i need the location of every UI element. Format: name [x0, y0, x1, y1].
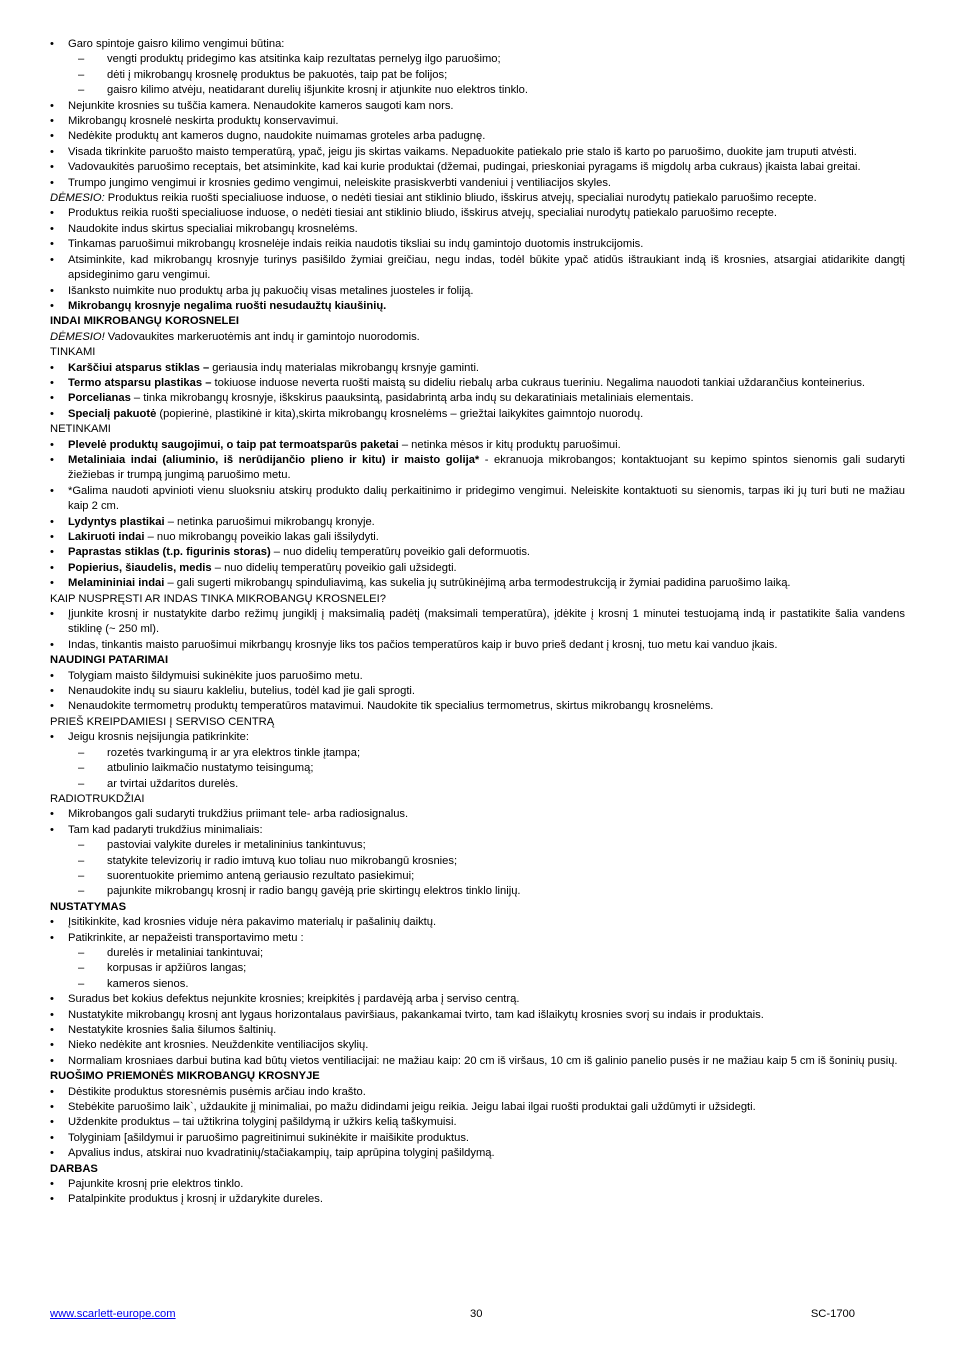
bullet-item: [50, 1146, 905, 1161]
bullet-item: [50, 1054, 905, 1069]
bullet-item: [50, 576, 905, 591]
text-run: Melamininiai indai: [68, 577, 165, 590]
bullet-item: [50, 607, 905, 638]
text-run: rozetės tvarkingumą ir ar yra elektros tinkle įtampa;: [107, 746, 361, 759]
bullet-item: [50, 484, 905, 515]
bullet-item: [50, 37, 905, 52]
text-run: Išanksto nuimkite nuo produktų arba jų pakuočių visas metalines juosteles ir foliją.: [68, 284, 474, 297]
text-run: Įsitikinkite, kad krosnies viduje nėra pakavimo materialų ir pašalinių daiktų.: [68, 916, 437, 929]
bullet-item: [50, 129, 905, 144]
text-run: Pajunkite krosnį prie elektros tinklo.: [68, 1178, 244, 1191]
bullet-item: [50, 438, 905, 453]
text-run: DĖMESIO!: [50, 330, 105, 343]
bullet-item: [50, 1008, 905, 1023]
bullet-item: [50, 453, 905, 484]
paragraph: [50, 345, 905, 360]
bullet-item: [50, 684, 905, 699]
text-run: Nenaudokite indų su siauru kakleliu, butelius, todėl kad jie gali sprogti.: [68, 685, 416, 698]
bullet-item: [50, 530, 905, 545]
text-run: - ekranuoja mikrobangos; kontaktuojant su kepimo spintos sienomis gali sudaryti žiežiebas ir trumpą jungimą paruošimo metu.: [68, 453, 905, 482]
text-run: Lakiruoti indai: [68, 531, 145, 543]
dash-subitem: [50, 52, 905, 67]
bullet-item: [50, 699, 905, 714]
bullet-item: [50, 206, 905, 221]
text-run: tokiuose induose neverta ruošti maistą su dideliu riebalų arba cukraus tueriniu. Negalima nauodoti tankiai uždarančius konteinerius.: [211, 376, 866, 389]
text-run: INDAI MIKROBANGŲ KOROSNELEI: [50, 315, 239, 328]
bullet-item: [50, 1038, 905, 1053]
text-run: Tolyginiam [ašildymui ir paruošimo pagreitinimui sukinėkite ir maišikite produktus.: [68, 1131, 470, 1144]
website-link[interactable]: www.scarlett-europe.com: [50, 1308, 176, 1320]
text-run: – nuo didelių temperatūrų poveikio gali deformuotis.: [270, 546, 531, 559]
bullet-item: [50, 253, 905, 284]
paragraph: [50, 330, 905, 345]
text-run: Vadovaukites markeruotėmis ant indų ir gamintojo nuorodomis.: [104, 330, 420, 343]
dash-subitem: [50, 884, 905, 899]
dash-subitem: [50, 869, 905, 884]
text-run: Tolygiam maisto šildymuisi sukinėkite juos paruošimo metu.: [68, 669, 363, 682]
text-run: Porcelianas: [68, 392, 131, 405]
text-run: – nuo mikrobangų poveikio lakas gali išsilydyti.: [144, 531, 379, 543]
bullet-item: [50, 669, 905, 684]
paragraph: [50, 792, 905, 807]
text-run: DĖMESIO:: [50, 192, 105, 205]
text-run: Stebėkite paruošimo laik`, uždaukite jį minimaliai, po mažu didindami jeigu reikia. Jeigu labai ilgai ruošti produktai gali uždūmyti ir užsidegti.: [68, 1101, 756, 1114]
bullet-item: [50, 237, 905, 252]
text-run: Nejunkite krosnies su tuščia kamera. Nenaudokite kameros saugoti kam nors.: [68, 99, 454, 112]
text-run: Uždenkite produktus – tai užtikrina tolyginį pašildymą ir užkirs kelią taškymuisi.: [68, 1116, 457, 1129]
paragraph: [50, 592, 905, 607]
text-run: Tam kad padaryti trukdžius minimaliais:: [68, 823, 263, 836]
bullet-item: [50, 99, 905, 114]
text-run: Mikrobangų krosnelė neskirta produktų konservavimui.: [68, 115, 339, 128]
dash-subitem: [50, 961, 905, 976]
text-run: Nestatykite krosnies šalia šilumos šaltinių.: [68, 1024, 277, 1036]
bullet-item: [50, 160, 905, 175]
text-run: Garo spintoje gaisro kilimo vengimui būtina:: [68, 38, 285, 50]
text-run: korpusas ir apžiūros langas;: [107, 962, 247, 975]
bullet-item: [50, 145, 905, 160]
dash-subitem: [50, 746, 905, 761]
bullet-item: [50, 284, 905, 299]
bullet-item: [50, 176, 905, 191]
bullet-item: [50, 1177, 905, 1192]
bullet-item: [50, 1115, 905, 1130]
text-run: pajunkite mikrobangų krosnį ir radio bangų gavėją prie skirtingų elektros tinklo linijų.: [107, 885, 521, 898]
text-run: Atsiminkite, kad mikrobangų krosnyje turinys pasišildo žymiai greičiau, negu indas, todėl būkite ypač atidūs ištraukiant indą iš krosnies, atsargiai atidarikite dangtį apsideginimo garu vengimui.: [68, 253, 905, 282]
text-run: Trumpo jungimo vengimui ir krosnies gedimo vengimui, neleiskite prasiskverbti vandeniui į ventiliacijos skyles.: [68, 176, 612, 189]
text-run: Visada tikrinkite paruošto maisto temperatūrą, ypač, jeigu jis skirtas vaikams. Nepaduokite patiekalo prie stalo iš karto po paruošimo, duokite jam truputi atvėsti.: [68, 145, 857, 158]
text-run: Nustatykite mikrobangų krosnį ant lygaus horizontalaus paviršiaus, pakankamai tvirto, tam kad išlaikytų krosnies svorį su indais ir produktais.: [68, 1008, 764, 1021]
text-run: Karščiui atsparus stiklas –: [68, 361, 210, 374]
text-run: Apvalius indus, atskirai nuo kvadratinių/stačiakampių, taip aprūpina tolyginį pašildymą.: [68, 1147, 495, 1160]
bullet-item: [50, 545, 905, 560]
text-run: Vadovaukitės paruošimo receptais, bet atsiminkite, kad kai kurie produktai (džemai, pudingai, prieskoniai pyragams iš migdolų arba cukraus) įkaista labai greitai.: [68, 161, 861, 174]
paragraph: [50, 715, 905, 730]
text-run: pastoviai valykite dureles ir metalininius tankintuvus;: [107, 839, 366, 852]
bullet-item: [50, 915, 905, 930]
dash-subitem: [50, 68, 905, 83]
text-run: Popierius, šiaudelis, medis: [68, 561, 212, 574]
text-run: Jeigu krosnis neįsijungia patikrinkite:: [68, 731, 249, 744]
text-run: Nenaudokite termometrų produktų temperatūros matavimui. Naudokite tik specialius termometrus, skirtus mikrobangų krosnelėms.: [68, 700, 714, 713]
bullet-item: [50, 823, 905, 838]
text-run: NUSTATYMAS: [50, 900, 127, 913]
text-run: Plevelė produktų saugojimui, o taip pat termoatsparūs paketai: [68, 438, 399, 451]
dash-subitem: [50, 777, 905, 792]
text-run: DARBAS: [50, 1162, 98, 1175]
bullet-item: [50, 1023, 905, 1038]
text-run: Patalpinkite produktus į krosnį ir uždarykite dureles.: [68, 1193, 323, 1206]
bullet-item: [50, 222, 905, 237]
text-run: *Galima naudoti apvinioti vienu sluoksniu atskirų produkto dalių perkaitinimo ir pridegimo vengimui. Neleiskite kontaktuoti su sienomis, tarpas iki jų turi buti ne mažiau kaip 2 cm.: [68, 484, 905, 513]
bullet-item: [50, 1100, 905, 1115]
document-body: [50, 37, 905, 1208]
bullet-item: [50, 407, 905, 422]
text-run: Suradus bet kokius defektus nejunkite krosnies; kreipkitės į pardavėją arba į serviso centrą.: [68, 993, 520, 1006]
text-run: atbulinio laikmačio nustatymo teisingumą;: [107, 762, 314, 775]
bullet-item: [50, 361, 905, 376]
text-run: Nieko nedėkite ant krosnies. Neuždenkite ventiliacijos skylių.: [68, 1039, 369, 1052]
text-run: – gali sugerti mikrobangų spinduliavimą, kas sukelia jų sutrūkinėjimą arba termodestrukciją ir žymiai padidina paruošimo laiką.: [164, 577, 791, 590]
bullet-item: [50, 931, 905, 946]
bullet-item: [50, 730, 905, 745]
dash-subitem: [50, 977, 905, 992]
text-run: durelės ir metaliniai tankintuvai;: [107, 946, 264, 959]
paragraph: [50, 191, 905, 206]
text-run: Dėstikite produktus storesnėmis pusėmis arčiau indo krašto.: [68, 1085, 366, 1098]
text-run: RADIOTRUKDŽIAI: [50, 792, 145, 805]
bullet-item: [50, 992, 905, 1007]
text-run: RUOŠIMO PRIEMONĖS MIKROBANGŲ KROSNYJE: [50, 1070, 320, 1083]
text-run: KAIP NUSPRĘSTI AR INDAS TINKA MIKROBANGŲ KROSNELEI?: [50, 592, 386, 605]
text-run: Patikrinkite, ar nepažeisti transportavimo metu :: [68, 931, 304, 944]
text-run: TINKAMI: [50, 346, 96, 359]
bullet-item: [50, 299, 905, 314]
section-heading: [50, 1162, 905, 1177]
dash-subitem: [50, 838, 905, 853]
text-run: geriausia indų materialas mikrobangų krsnyje gaminti.: [209, 361, 480, 374]
paragraph: [50, 422, 905, 437]
text-run: statykite televizorių ir radio imtuvą kuo toliau nuo mikrobangū krosnies;: [107, 854, 458, 867]
page-number: 30: [470, 1308, 483, 1320]
section-heading: [50, 314, 905, 329]
text-run: PRIEŠ KREIPDAMIESI Į SERVISO CENTRĄ: [50, 715, 275, 728]
text-run: – nuo didelių temperatūrų poveikio gali užsidegti.: [211, 561, 457, 574]
section-heading: [50, 1069, 905, 1084]
section-heading: [50, 653, 905, 668]
text-run: dėti į mikrobangų krosnelę produktus be pakuotės, taip pat be folijos;: [107, 68, 448, 81]
text-run: Paprastas stiklas (t.p. figurinis storas): [68, 546, 271, 559]
text-run: kameros sienos.: [107, 977, 189, 990]
text-run: NETINKAMI: [50, 423, 111, 436]
text-run: Mikrobangos gali sudaryti trukdžius priimant tele- arba radiosignalus.: [68, 808, 409, 821]
text-run: Nedėkite produktų ant kameros dugno, naudokite nuimamas groteles arba padugnę.: [68, 130, 486, 143]
bullet-item: [50, 1085, 905, 1100]
bullet-item: [50, 1192, 905, 1207]
text-run: Mikrobangų krosnyje negalima ruošti nesudaužtų kiaušinių.: [68, 299, 387, 312]
text-run: – netinka mėsos ir kitų produktų paruošimui.: [398, 438, 621, 451]
bullet-item: [50, 807, 905, 822]
text-run: Įjunkite krosnį ir nustatykite darbo režimų jungiklį į maksimalią padėtį (maksimali temperatūra), įdėkite į krosnį 1 minutei testuojamą indą ir pastatikite šalia vandens stiklinę (~ 250 ml).: [68, 608, 905, 636]
text-run: ar tvirtai uždaritos durelės.: [107, 777, 239, 790]
text-run: Produktus reikia ruošti specialiuose induose, o nedėti tiesiai ant stiklinio bliudo, išskirus atvejų, specialiai nurodytų patiekalo paruošimo recepte.: [104, 192, 817, 205]
text-run: Termo atsparsu plastikas –: [68, 376, 212, 389]
text-run: vengti produktų pridegimo kas atsitinka kaip rezultatas pernelyg ilgo paruošimo;: [107, 53, 501, 66]
bullet-item: [50, 515, 905, 530]
text-run: Indas, tinkantis maisto paruošimui mikrbangų krosnyje liks tos pačios temperatūros kaip ir buvo prieš dedant į krosnį, tuo metu kai vanduo įkais.: [68, 638, 778, 651]
text-run: Tinkamas paruošimui mikrobangų krosnelėje indais reikia naudotis tiksliai su indų gamintojo duotomis instrukcijomis.: [68, 238, 644, 251]
text-run: Specialį pakuotė: [68, 407, 157, 420]
dash-subitem: [50, 854, 905, 869]
dash-subitem: [50, 761, 905, 776]
bullet-item: [50, 376, 905, 391]
text-run: – netinka paruošimui mikrobangų kronyje.: [164, 515, 375, 528]
section-heading: [50, 900, 905, 915]
bullet-item: [50, 1131, 905, 1146]
dash-subitem: [50, 946, 905, 961]
text-run: Normaliam krosniaes darbui butina kad būtų vietos ventiliacijai: ne mažiau kaip: 20 cm iš viršaus, 10 cm iš galinio panelio pusės ir ne mažiau kaip 5 cm iš šoninių pusių.: [68, 1054, 898, 1067]
text-run: NAUDINGI PATARIMAI: [50, 654, 169, 667]
bullet-item: [50, 638, 905, 653]
text-run: gaisro kilimo atvėju, neatidarant durelių išjunkite krosnį ir atjunkite nuo elektros tinklo.: [107, 84, 528, 97]
bullet-item: [50, 114, 905, 129]
bullet-item: [50, 561, 905, 576]
text-run: suorentuokite priemimo anteną geriausio rezultato pasiekimui;: [107, 869, 415, 882]
model-number: SC-1700: [810, 1308, 855, 1320]
text-run: Produktus reikia ruošti specialiuose induose, o nedėti tiesiai ant stiklinio bliudo, išskirus atvejų, specialiai nurodytų patiekalo paruošimo recepte.: [68, 207, 777, 220]
text-run: Naudokite indus skirtus specialiai mikrobangų krosnelėms.: [68, 222, 358, 235]
dash-subitem: [50, 83, 905, 98]
text-run: (popierinė, plastikinė ir kita),skirta mikrobangų krosnelėms – griežtai laikykites gaimntojo nuorodų.: [156, 407, 644, 420]
text-run: Lydyntys plastikai: [68, 515, 165, 528]
bullet-item: [50, 391, 905, 406]
text-run: Metaliniaia indai (aliuminio, iš nerūdijančio plieno ir kitu) ir maisto golija*: [68, 453, 480, 466]
text-run: – tinka mikrobangų krosnyje, iškskirus paauksintą, pasidabrintą arba indų su dekaratiniais metaliniais elementais.: [130, 392, 694, 405]
